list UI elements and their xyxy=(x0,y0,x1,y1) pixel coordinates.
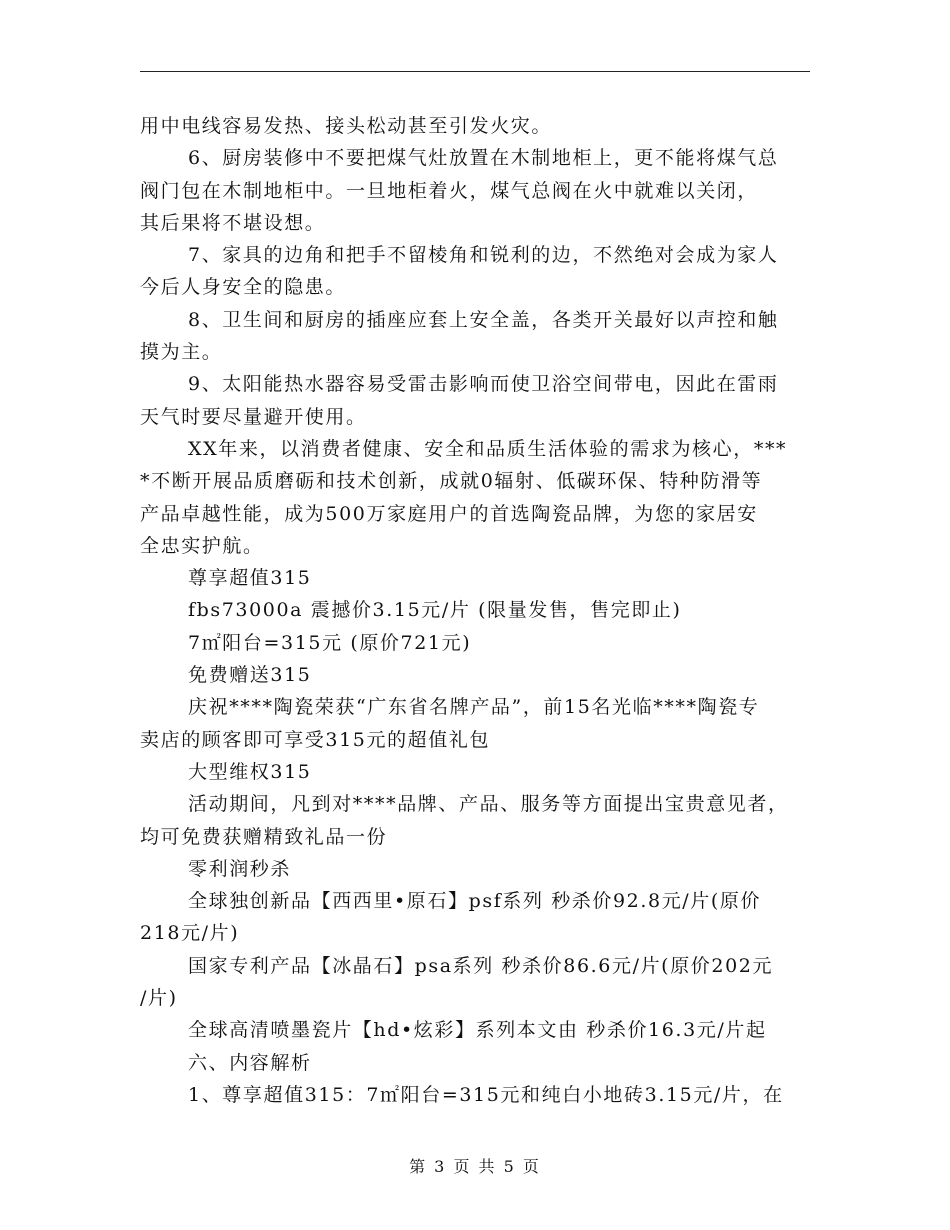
text-line: 其后果将不堪设想。 xyxy=(140,211,326,234)
text-line: 庆祝****陶瓷荣获“广东省名牌产品”，前15名光临****陶瓷专 xyxy=(188,696,760,719)
text-line: 9、太阳能热水器容易受雷击影响而使卫浴空间带电，因此在雷雨 xyxy=(188,373,779,396)
text-line: 6、厨房装修中不要把煤气灶放置在木制地柜上，更不能将煤气总 xyxy=(188,147,779,170)
text-line: 卖店的顾客即可享受315元的超值礼包 xyxy=(140,728,491,751)
text-line: /片) xyxy=(140,987,178,1010)
header-rule xyxy=(140,71,810,72)
text-line: 阀门包在木制地柜中。一旦地柜着火，煤气总阀在火中就难以关闭， xyxy=(140,179,759,202)
text-line: 7、家具的边角和把手不留棱角和锐利的边，不然绝对会成为家人 xyxy=(188,244,779,267)
text-line: 均可免费获赠精致礼品一份 xyxy=(140,825,388,848)
text-line: 产品卓越性能，成为500万家庭用户的首选陶瓷品牌，为您的家居安 xyxy=(140,502,758,525)
text-line: 六、内容解析 xyxy=(188,1051,312,1074)
text-line: 用中电线容易发热、接头松动甚至引发火灾。 xyxy=(140,115,553,137)
text-line: *不断开展品质磨砺和技术创新，成就0辐射、低碳环保、特种防滑等 xyxy=(140,470,763,493)
text-line: 8、卫生间和厨房的插座应套上安全盖，各类开关最好以声控和触 xyxy=(188,308,779,331)
text-line: XX年来，以消费者健康、安全和品质生活体验的需求为核心，*** xyxy=(188,437,788,460)
text-line: 今后人身安全的隐患。 xyxy=(140,276,347,299)
text-line: fbs73000a 震撼价3.15元/片 (限量发售，售完即止) xyxy=(188,599,682,622)
text-line: 全忠实护航。 xyxy=(140,534,264,557)
page-footer: 第 3 页 共 5 页 xyxy=(409,1157,541,1176)
text-line: 国家专利产品【冰晶石】psa系列 秒杀价86.6元/片(原价202元 xyxy=(188,954,774,977)
text-line: 全球独创新品【西西里•原石】psf系列 秒杀价92.8元/片(原价 xyxy=(188,890,762,913)
text-line: 摸为主。 xyxy=(140,341,223,364)
text-line: 天气时要尽量避开使用。 xyxy=(140,405,367,428)
text-line: 大型维权315 xyxy=(188,760,312,783)
text-line: 活动期间，凡到对****品牌、产品、服务等方面提出宝贵意见者， xyxy=(188,793,789,816)
text-line: 全球高清喷墨瓷片【hd•炫彩】系列本文由 秒杀价16.3元/片起 xyxy=(188,1019,767,1042)
text-line: 免费赠送315 xyxy=(188,664,312,687)
text-line: 7㎡阳台=315元 (原价721元) xyxy=(188,631,472,654)
text-line: 尊享超值315 xyxy=(188,567,312,590)
text-line: 零利润秒杀 xyxy=(188,857,292,880)
text-line: 218元/片) xyxy=(140,922,240,945)
text-line: 1、尊享超值315：7㎡阳台=315元和纯白小地砖3.15元/片，在 xyxy=(188,1083,784,1106)
document-body xyxy=(140,110,810,1111)
